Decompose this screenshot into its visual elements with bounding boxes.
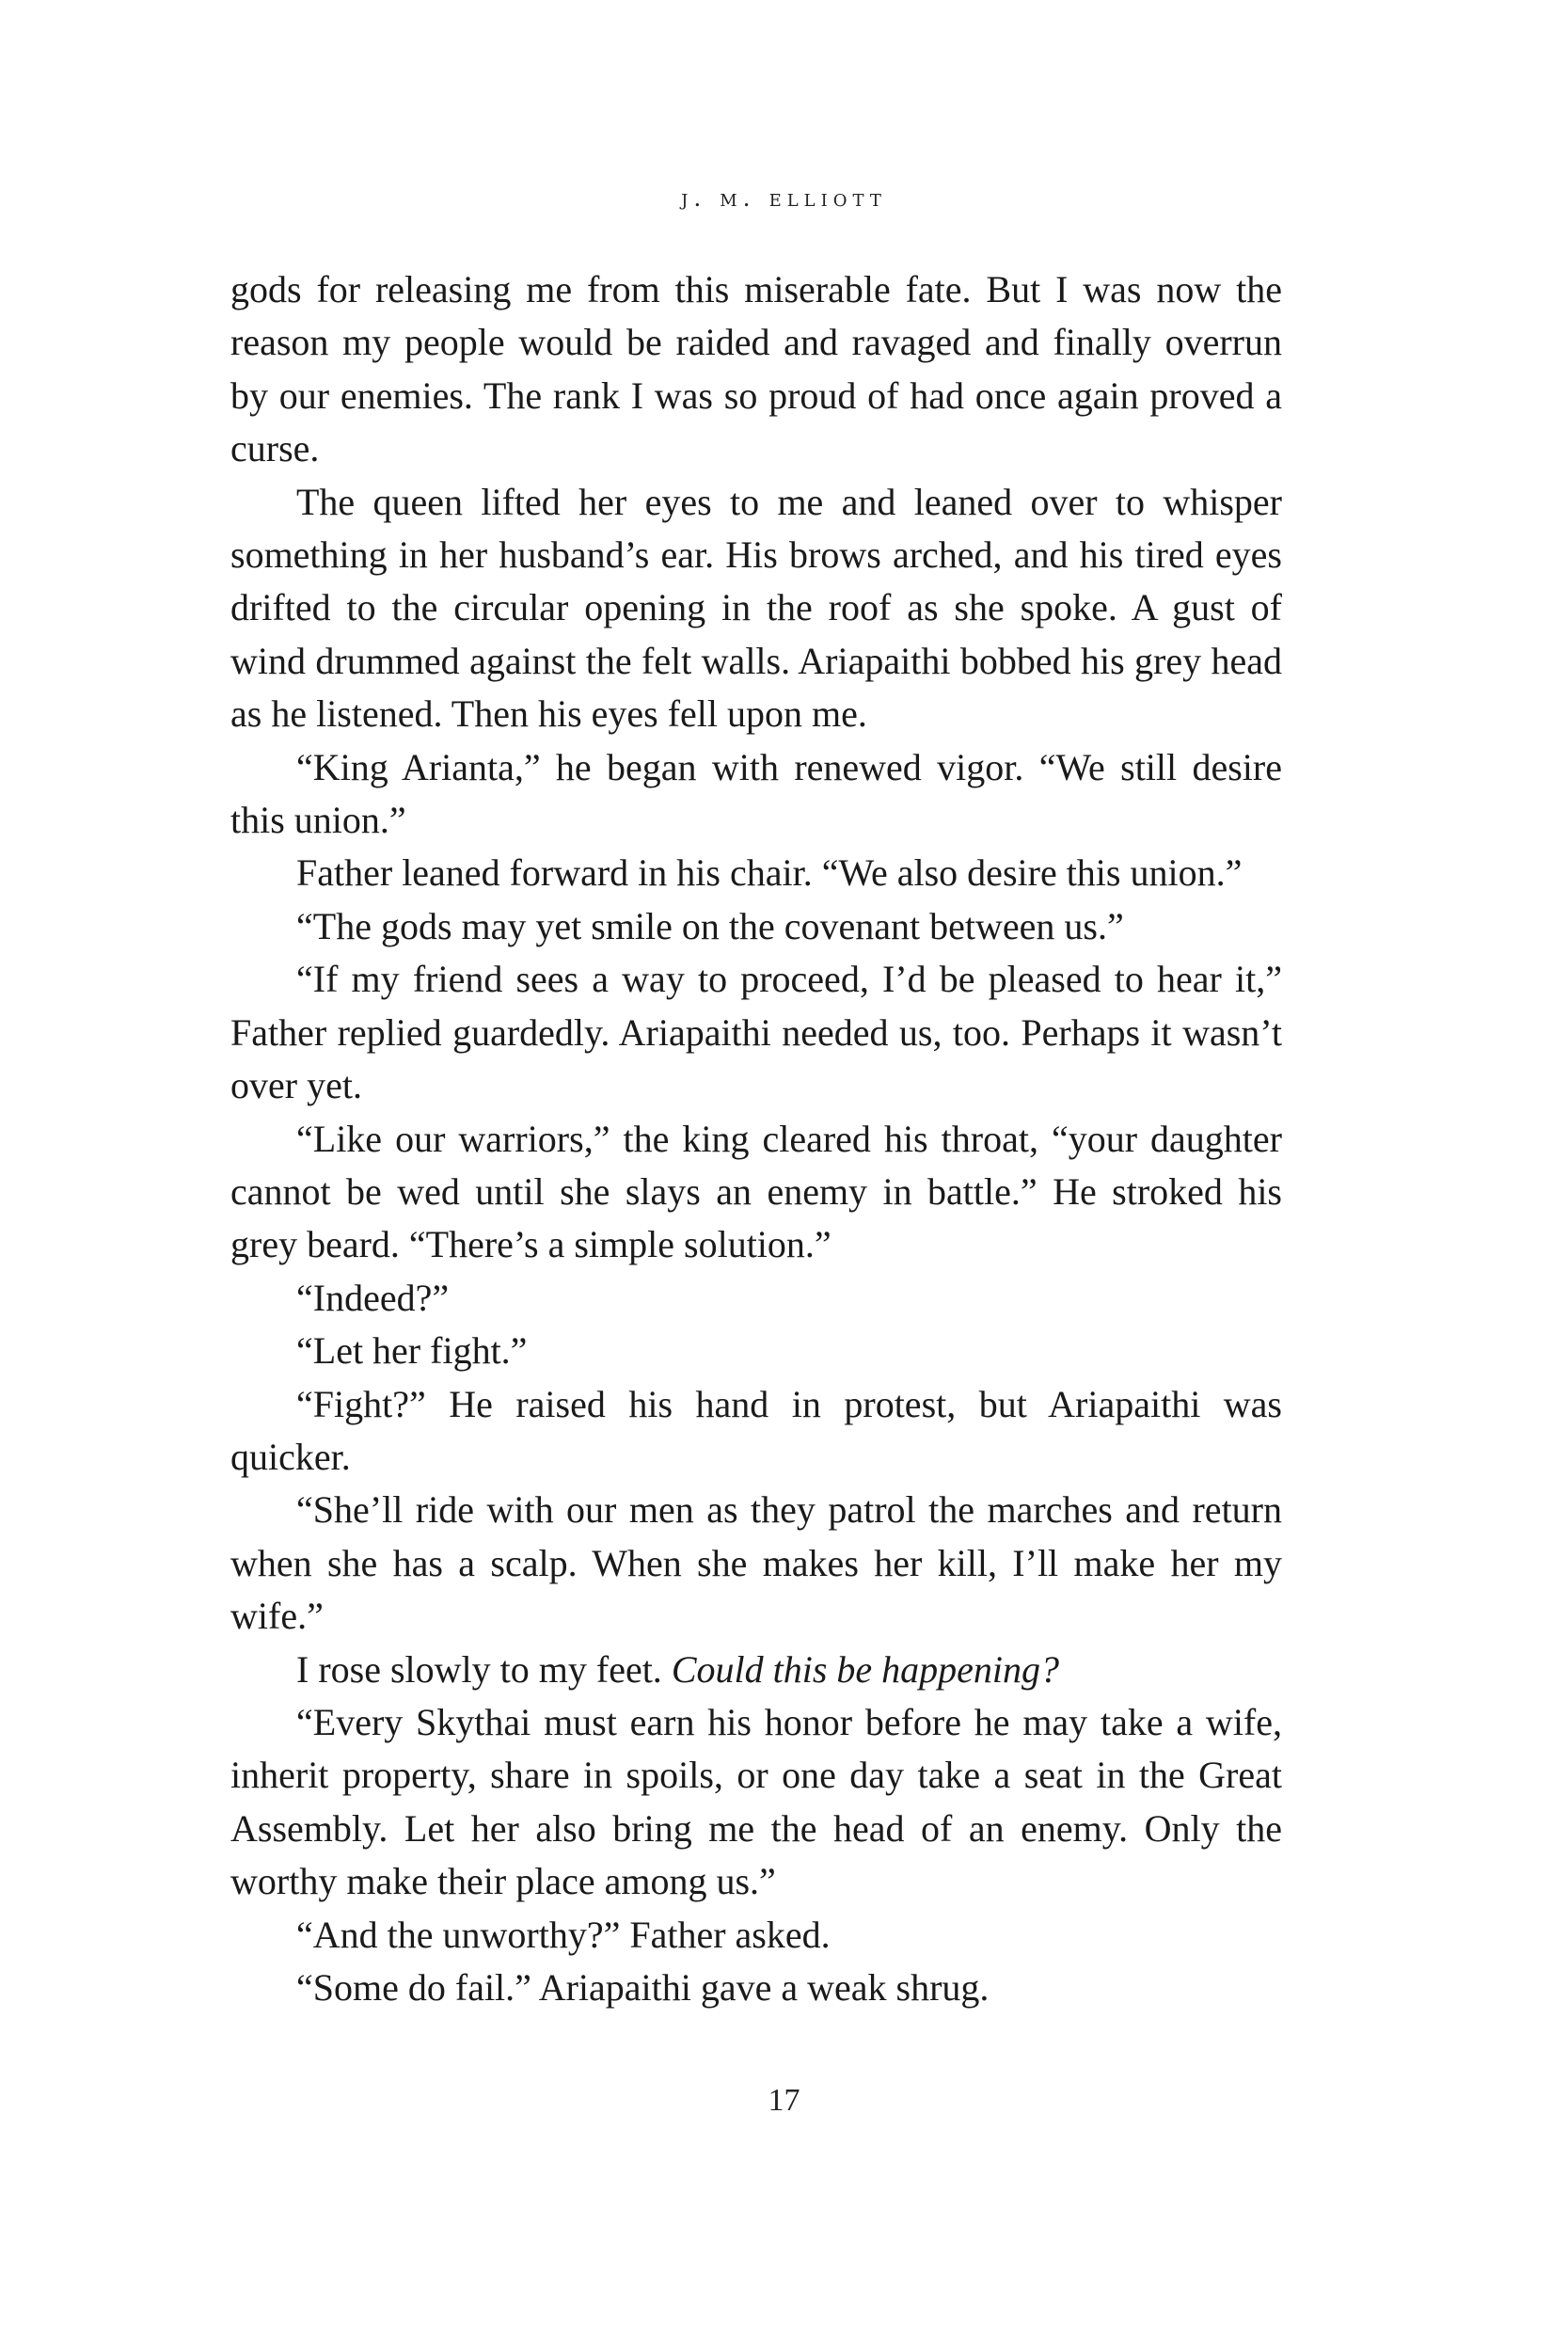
- paragraph: “And the unworthy?” Father asked.: [296, 1913, 831, 1956]
- paragraph: “Some do fail.” Ariapaithi gave a weak shrug.: [296, 1966, 990, 2009]
- paragraph: “The gods may yet smile on the covenant between us.”: [296, 904, 1124, 947]
- paragraph: “Every Skythai must earn his honor before he may take a wife, inherit property, share in spoils, or one day take a seat in the Great Assembly. Let her also bring me the head of an enemy. Only the worthy make their place among us.”: [230, 1700, 1282, 1903]
- paragraph: [230, 1644, 1282, 1696]
- paragraph: “If my friend sees a way to proceed, I’d be pleased to hear it,” Father replied guardedly. Ariapaithi needed us, too. Perhaps it wasn’t over yet.: [230, 958, 1282, 1107]
- paragraph: “She’ll ride with our men as they patrol the marches and return when she has a scalp. When she makes her kill, I’ll make her my wife.”: [230, 1488, 1282, 1638]
- italic-thought: Could this be happening?: [671, 1647, 1060, 1691]
- paragraph: “Let her fight.”: [296, 1329, 528, 1373]
- paragraph: “Fight?” He raised his hand in protest, but Ariapaithi was quicker.: [230, 1382, 1282, 1478]
- paragraph-text: I rose slowly to my feet.: [296, 1647, 672, 1691]
- paragraph: gods for releasing me from this miserable fate. But I was now the reason my people would be raided and ravaged and finally overrun by our enemies. The rank I was so proud of had once again proved a curse.: [230, 268, 1282, 470]
- paragraph: “Like our warriors,” the king cleared his throat, “your daughter cannot be wed until she slays an enemy in battle.” He stroked his grey beard. “There’s a simple solution.”: [230, 1117, 1282, 1266]
- running-head: j. m. elliott: [681, 184, 887, 212]
- paragraph: The queen lifted her eyes to me and leaned over to whisper something in her husband’s ear. His brows arched, and his tired eyes drifted to the circular opening in the roof as she spoke. A gust of wind drummed against the felt walls. Ariapaithi bobbed his grey head as he listened. Then his eyes fell upon me.: [230, 480, 1282, 736]
- paragraph: Father leaned forward in his chair. “We also desire this union.”: [296, 851, 1243, 895]
- body-text: [230, 263, 1282, 2014]
- page-number: 17: [768, 2083, 800, 2118]
- paragraph: “Indeed?”: [296, 1276, 450, 1319]
- paragraph: “King Arianta,” he began with renewed vigor. “We still desire this union.”: [230, 745, 1282, 842]
